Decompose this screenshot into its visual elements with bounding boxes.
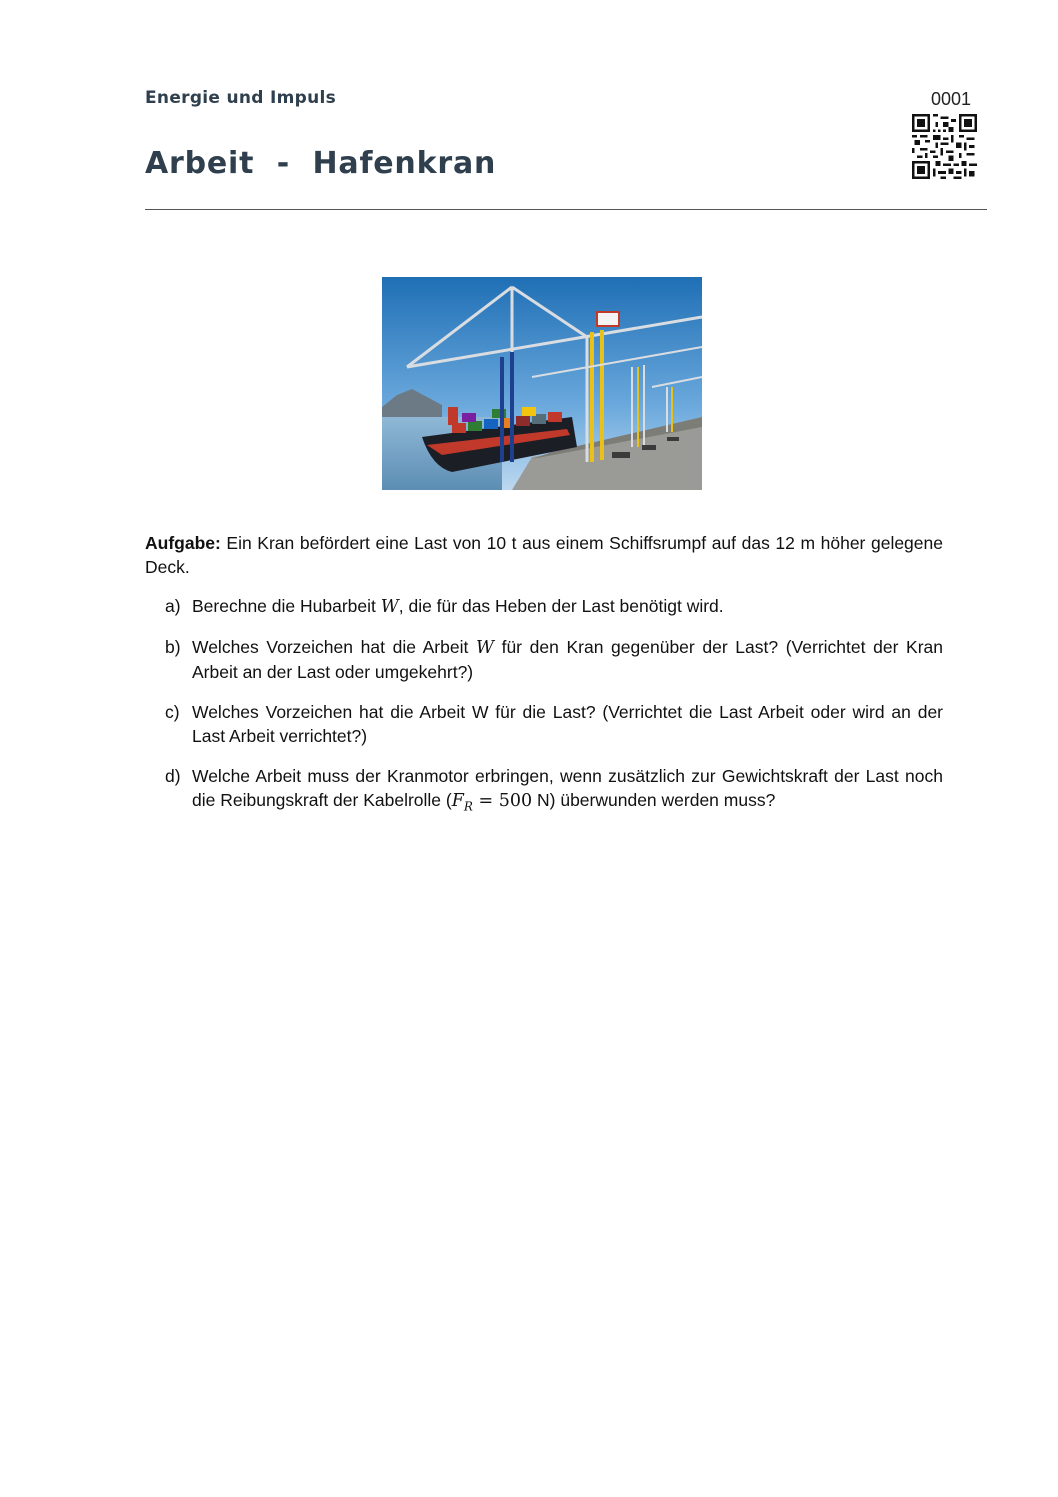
subtask-b — [145, 635, 943, 684]
header-divider — [145, 209, 987, 210]
page-title: Arbeit - Hafenkran — [145, 146, 497, 181]
category-label: Energie und Impuls — [145, 88, 337, 108]
math-symbol: W — [475, 638, 494, 658]
task-statement — [145, 531, 943, 579]
math-formula — [451, 791, 533, 814]
math-value: = 500 — [472, 791, 533, 811]
subtask-d — [145, 764, 943, 819]
subtask-text-post: für den Kran gegenüber der Last? (Verrichtet der Kran Arbeit an der Last oder umgekehrt?) — [192, 637, 943, 682]
subtask-text-post: , die für das Heben der Last benötigt wird. — [398, 596, 724, 616]
subtask-label: a) — [165, 596, 181, 616]
qr-code-icon[interactable] — [912, 114, 977, 179]
subtask-c — [145, 700, 943, 748]
subtask-text-post: N) überwunden werden muss? — [532, 790, 776, 810]
subtask-label: c) — [165, 702, 180, 722]
exercise-code: 0001 — [931, 89, 972, 109]
subtask-label: d) — [165, 766, 181, 786]
subtask-label: b) — [165, 637, 181, 657]
subtask-text-pre: Welches Vorzeichen hat die Arbeit — [192, 637, 476, 657]
task-text: Ein Kran befördert eine Last von 10 t aus einem Schiffsrumpf auf das 12 m höher gelegene Deck. — [145, 533, 943, 577]
math-subscript: R — [463, 799, 473, 814]
math-symbol: W — [380, 597, 399, 617]
math-symbol: F — [451, 791, 464, 811]
subtask-list — [145, 594, 943, 835]
subtask-text-pre: Welches Vorzeichen hat die Arbeit W für die Last? (Verrichtet die Last Arbeit oder wird an der Last Arbeit verrichtet?) — [192, 702, 943, 746]
task-label: Aufgabe: — [145, 533, 221, 553]
container-crane-photo — [382, 277, 702, 490]
subtask-text-pre: Berechne die Hubarbeit — [192, 596, 381, 616]
subtask-text-pre: Welche Arbeit muss der Kranmotor erbringen, wenn zusätzlich zur Gewichtskraft der Last noch die Reibungskraft der Kabelrolle ( — [192, 766, 943, 810]
subtask-a — [145, 594, 943, 619]
